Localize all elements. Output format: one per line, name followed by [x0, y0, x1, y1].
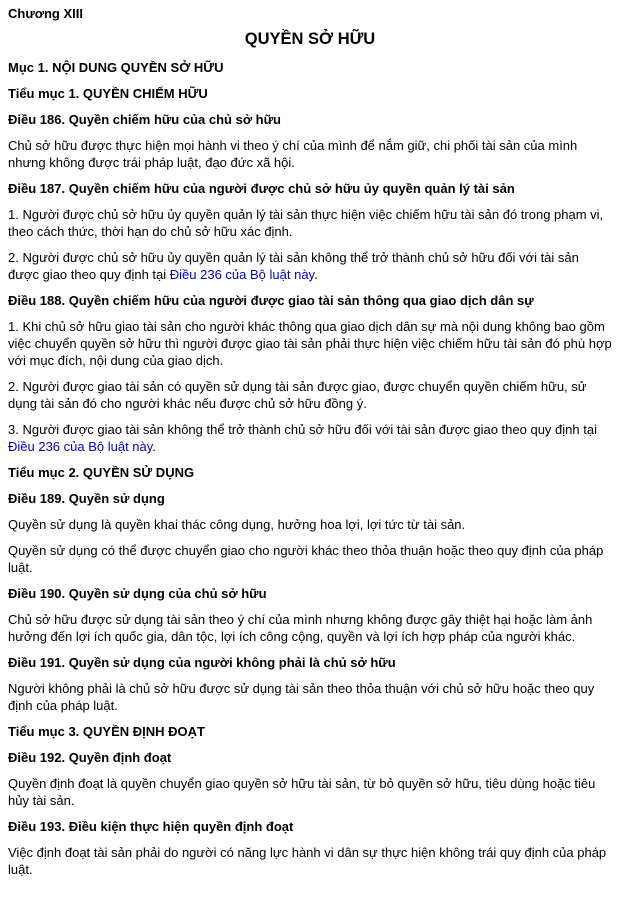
article-188-paragraph-3-text: 3. Người được giao tài sản không thể trở thành chủ sở hữu đối với tài sản được giao theo quy định tại	[8, 422, 597, 437]
article-193-title: Điều 193. Điều kiện thực hiện quyền định đoạt	[8, 819, 294, 834]
article-187-paragraph-2-text: 2. Người được chủ sở hữu ủy quyền quản lý tài sản không thể trở thành chủ sở hữu đối với tài sản được giao theo quy định tại	[8, 250, 579, 282]
article-186-paragraph: Chủ sở hữu được thực hiện mọi hành vi theo ý chí của mình để nắm giữ, chi phối tài sản của mình nhưng không được trái pháp luật, đạo đức xã hội.	[8, 138, 578, 170]
chapter-title: QUYỀN SỞ HỮU	[244, 30, 376, 48]
article-188-title: Điều 188. Quyền chiếm hữu của người được giao tài sản thông qua giao dịch dân sự	[8, 293, 534, 308]
article-191-paragraph: Người không phải là chủ sở hữu được sử dụng tài sản theo thỏa thuận với chủ sở hữu hoặc theo quy định của pháp luật.	[8, 681, 595, 713]
document-page	[0, 5, 620, 878]
section-heading: Mục 1. NỘI DUNG QUYỀN SỞ HỮU	[8, 60, 224, 75]
article-191-title: Điều 191. Quyền sử dụng của người không phải là chủ sở hữu	[8, 655, 396, 670]
chapter-label: Chương XIII	[8, 6, 83, 21]
article-192-paragraph: Quyền định đoạt là quyền chuyển giao quyền sở hữu tài sản, từ bỏ quyền sở hữu, tiêu dùng hoặc tiêu hủy tài sản.	[8, 776, 596, 808]
article-187-paragraph-1: 1. Người được chủ sở hữu ủy quyền quản lý tài sản thực hiện việc chiếm hữu tài sản đó trong phạm vi, theo cách thức, thời hạn do chủ sở hữu xác định.	[8, 207, 604, 239]
article-188-paragraph-1: 1. Khi chủ sở hữu giao tài sản cho người khác thông qua giao dịch dân sự mà nội dung không bao gồm việc chuyển quyền sở hữu thì người được giao tài sản phải thực hiện việc chiếm hữu tài sản đó phù hợp với mục đích, nội dung của giao dịch.	[8, 319, 612, 368]
subsection-heading-3: Tiểu mục 3. QUYỀN ĐỊNH ĐOẠT	[8, 724, 205, 739]
article-189-paragraph-2: Quyền sử dụng có thể được chuyển giao cho người khác theo thỏa thuận hoặc theo quy định của pháp luật.	[8, 543, 604, 575]
article-190-title: Điều 190. Quyền sử dụng của chủ sở hữu	[8, 586, 267, 601]
article-187-paragraph-2	[8, 249, 612, 283]
article-186-title: Điều 186. Quyền chiếm hữu của chủ sở hữu	[8, 112, 281, 127]
article-189-paragraph-1: Quyền sử dụng là quyền khai thác công dụng, hưởng hoa lợi, lợi tức từ tài sản.	[8, 517, 466, 532]
article-236-link[interactable]: Điều 236 của Bộ luật này	[8, 439, 153, 454]
article-193-paragraph: Việc định đoạt tài sản phải do người có năng lực hành vi dân sự thực hiện không trái quy định của pháp luật.	[8, 845, 607, 877]
article-190-paragraph: Chủ sở hữu được sử dụng tài sản theo ý chí của mình nhưng không được gây thiệt hại hoặc làm ảnh hưởng đến lợi ích quốc gia, dân tộc, lợi ích công cộng, quyền và lợi ích hợp pháp của người khác.	[8, 612, 593, 644]
article-187-title: Điều 187. Quyền chiếm hữu của người được chủ sở hữu ủy quyền quản lý tài sản	[8, 181, 515, 196]
article-188-paragraph-3	[8, 421, 612, 455]
article-187-paragraph-2-end: .	[314, 267, 318, 282]
article-189-title: Điều 189. Quyền sử dụng	[8, 491, 165, 506]
article-188-paragraph-2: 2. Người được giao tài sản có quyền sử dụng tài sản được giao, được chuyển quyền chiếm hữu, sử dụng tài sản đó cho người khác nếu được chủ sở hữu đồng ý.	[8, 379, 587, 411]
article-192-title: Điều 192. Quyền định đoạt	[8, 750, 172, 765]
subsection-heading-1: Tiểu mục 1. QUYỀN CHIẾM HỮU	[8, 86, 208, 101]
article-188-paragraph-3-end: .	[152, 439, 156, 454]
article-236-link[interactable]: Điều 236 của Bộ luật này	[169, 267, 315, 282]
subsection-heading-2: Tiểu mục 2. QUYỀN SỬ DỤNG	[8, 465, 195, 480]
